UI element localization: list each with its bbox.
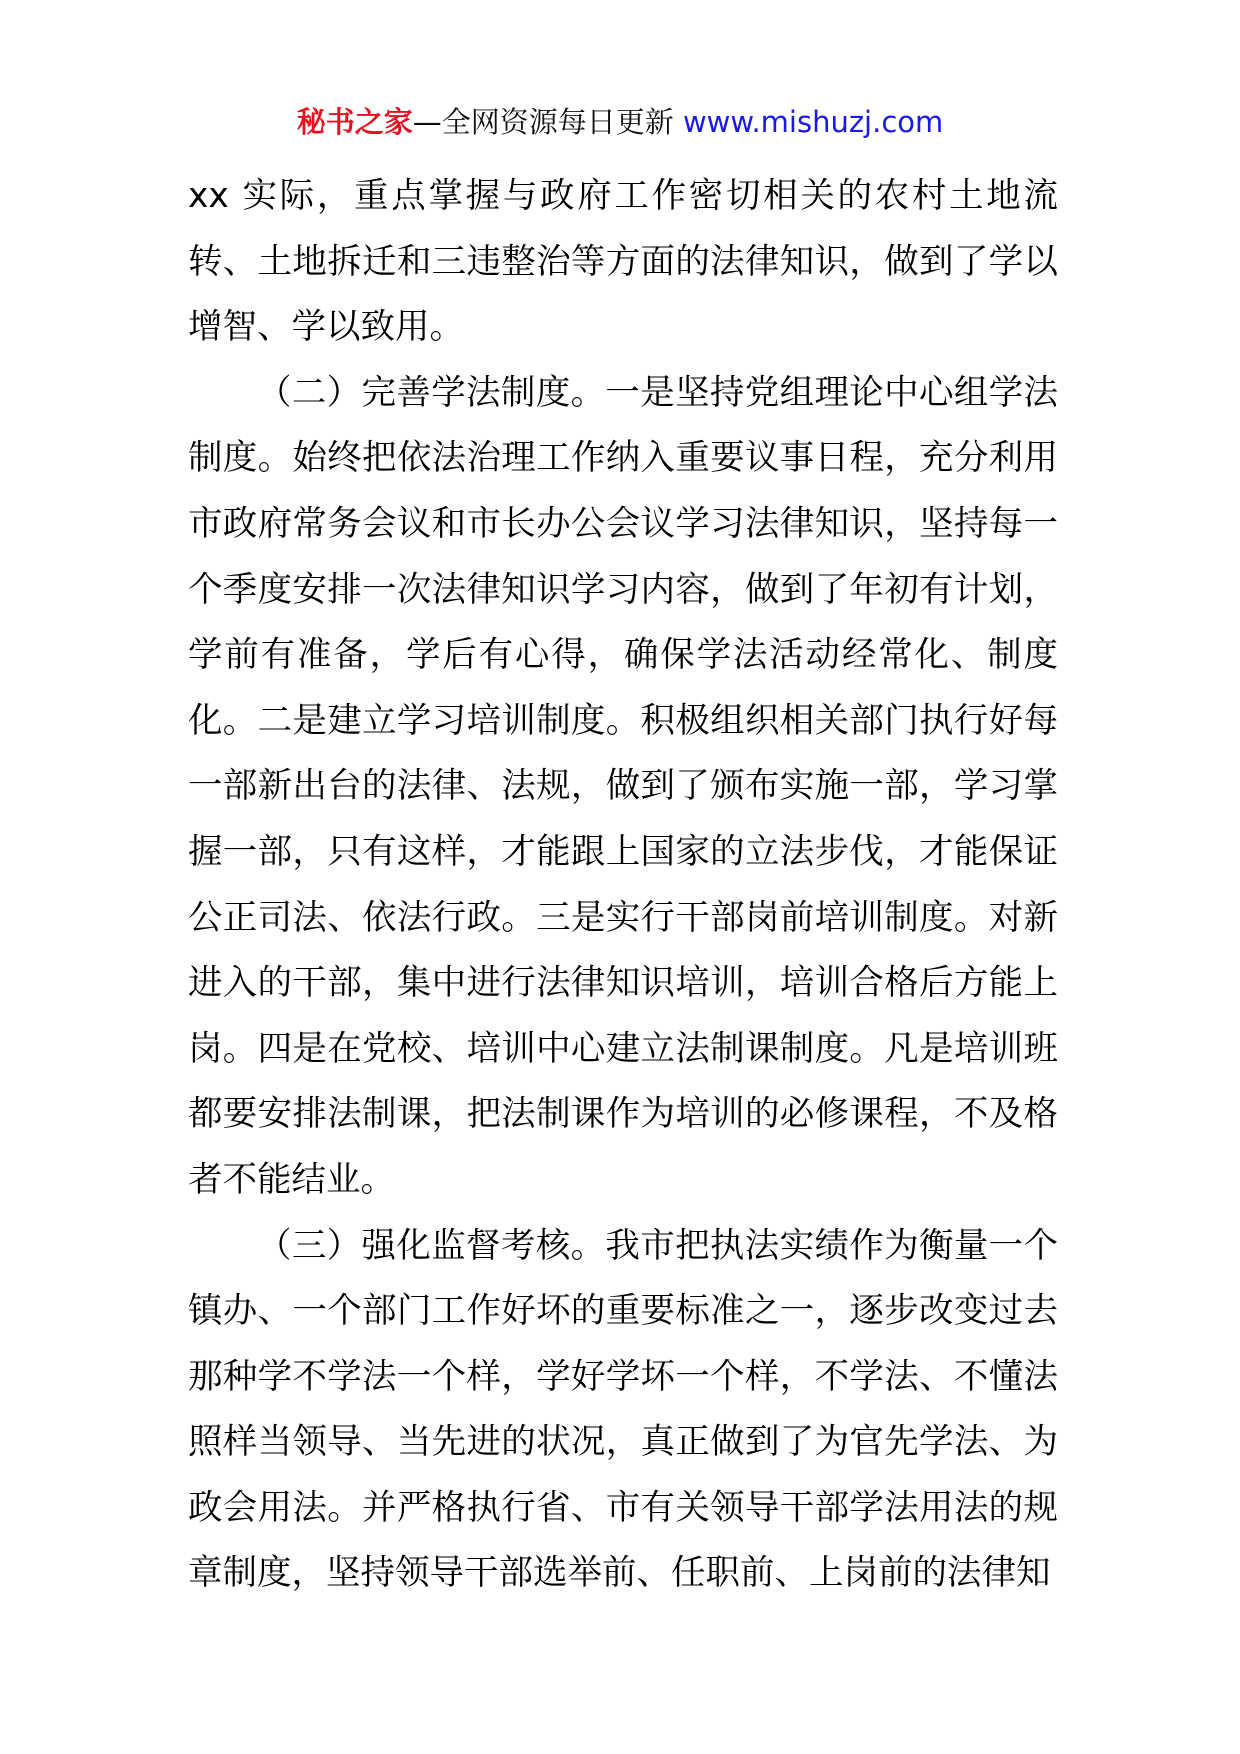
site-url-link[interactable]: www.mishuzj.com: [682, 105, 944, 139]
brand-name: 秘书之家: [296, 105, 413, 139]
paragraph-section-two: （二）完善学法制度。一是坚持党组理论中心组学法制度。始终把依法治理工作纳入重要议事日程，充分利用市政府常务会议和市长办公会议学习法律知识，坚持每一个季度安排一次法律知识学习内容，做到了年初有计划，学前有准备，学后有心得，确保学法活动经常化、制度化。二是建立学习培训制度。积极组织相关部门执行好每一部新出台的法律、法规，做到了颁布实施一部，学习掌握一部，只有这样，才能跟上国家的立法步伐，才能保证公正司法、依法行政。三是实行干部岗前培训制度。对新进入的干部，集中进行法律知识培训，培训合格后方能上岗。四是在党校、培训中心建立法制课制度。凡是培训班都要安排法制课，把法制课作为培训的必修课程，不及格者不能结业。: [188, 372, 1058, 1200]
page-header: [0, 102, 1240, 142]
header-tagline: —全网资源每日更新: [412, 105, 683, 139]
paragraph-continuation: xx 实际，重点掌握与政府工作密切相关的农村土地流转、土地拆迁和三违整治等方面的法律知识，做到了学以增智、学以致用。: [188, 176, 1058, 348]
paragraph-section-three: （三）强化监督考核。我市把执法实绩作为衡量一个镇办、一个部门工作好坏的重要标准之一，逐步改变过去那种学不学法一个样，学好学坏一个样，不学法、不懂法照样当领导、当先进的状况，真正做到了为官先学法、为政会用法。并严格执行省、市有关领导干部学法用法的规章制度，坚持领导干部选举前、任职前、上岗前的法律知: [188, 1225, 1058, 1594]
document-body: [188, 164, 1058, 1607]
